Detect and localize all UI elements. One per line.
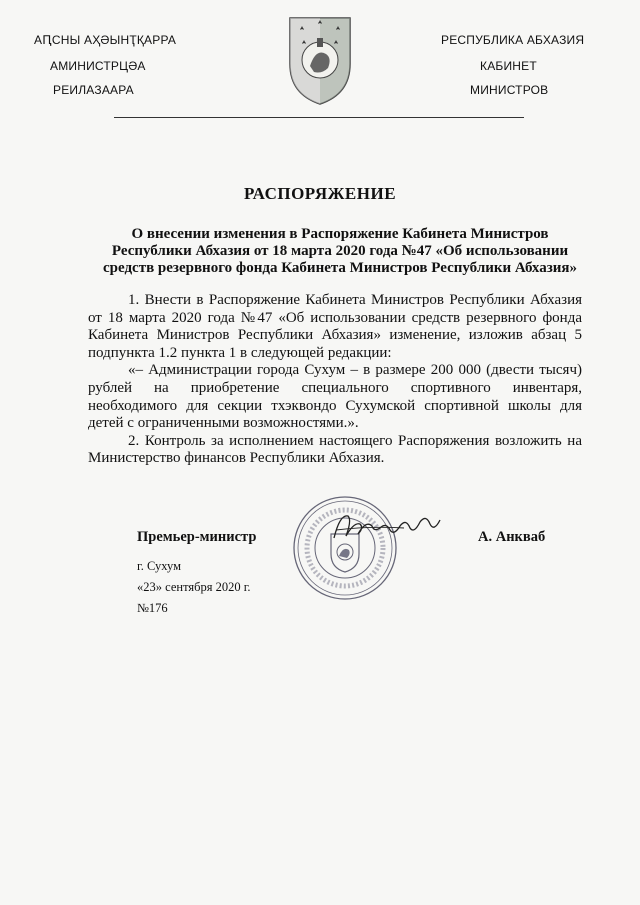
header-right-line-2: КАБИНЕТ bbox=[480, 59, 537, 73]
signatory-role: Премьер-министр bbox=[137, 529, 257, 545]
issue-city: г. Сухум bbox=[137, 559, 182, 573]
handwritten-signature bbox=[330, 508, 445, 546]
header-left-line-3: РЕИЛАЗААРА bbox=[53, 83, 134, 97]
document-title: РАСПОРЯЖЕНИЕ bbox=[243, 184, 397, 203]
paragraph-3: 2. Контроль за исполнением настоящего Распоряжения возложить на Министерство финансов Республики Абхазия. bbox=[88, 432, 582, 467]
coat-of-arms-emblem bbox=[288, 14, 352, 106]
paragraph-2: «– Администрации города Сухум – в размере 200 000 (двести тысяч) рублей на приобретение специального спортивного инвентаря, необходимого для секции тхэквондо Сухумской спортивной школы для детей с ограниченными возможностями.». bbox=[88, 362, 582, 432]
header-right-line-1: РЕСПУБЛИКА АБХАЗИЯ bbox=[441, 33, 585, 47]
issue-date: «23» сентября 2020 г. bbox=[137, 580, 251, 594]
document-body bbox=[88, 292, 582, 468]
header-right-line-3: МИНИСТРОВ bbox=[470, 83, 549, 97]
document-number: №176 bbox=[137, 601, 168, 615]
header-divider bbox=[114, 117, 524, 118]
document-subject: О внесении изменения в Распоряжение Кабинета Министров Республики Абхазия от 18 марта 2020 года №47 «Об использовании средств резервного фонда Кабинета Министров Республики Абхазия» bbox=[103, 226, 577, 276]
header-left-line-1: АԤСНЫ АҲӘЫНҬҚАРРА bbox=[34, 33, 177, 47]
paragraph-1: 1. Внести в Распоряжение Кабинета Министров Республики Абхазия от 18 марта 2020 года №47 «Об использовании средств резервного фонда Кабинета Министров Республики Абхазия» изменение, изложив абзац 5 подпункта 1.2 пункта 1 в следующей редакции: bbox=[88, 292, 582, 361]
signatory-name: А. Анкваб bbox=[478, 529, 546, 545]
header-left-line-2: АМИНИСТРЦӘА bbox=[50, 59, 146, 73]
